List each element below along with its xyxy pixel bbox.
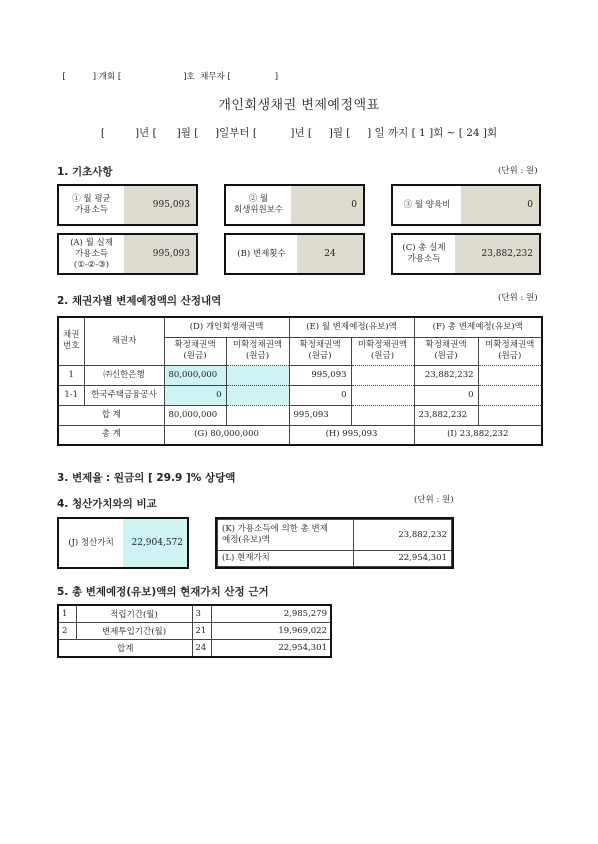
box-child-support	[391, 184, 541, 226]
pv-row-value: 2,985,279	[211, 605, 331, 623]
pv-row-value: 19,969,022	[211, 623, 331, 640]
period-line: [ ]년 [ ]월 [ ]일부터 [ ]년 [ ]월 [ ] 일 까지 [ 1 ]회 ~ [ 24 ]회	[100, 127, 498, 139]
sub-header-e-unconfirmed: 미확정채권액 (원금)	[351, 337, 414, 365]
row-no: 1	[58, 365, 84, 385]
total-H: (H) 995,093	[289, 425, 414, 445]
sum-f: 23,882,232	[414, 405, 478, 425]
box-trustee-fee	[224, 184, 365, 226]
row-d-unconfirmed	[226, 385, 289, 405]
table-row	[58, 365, 542, 385]
row-d-unconfirmed	[226, 365, 289, 385]
col-header-D: (D) 개인회생채권액	[164, 317, 289, 337]
sum-e: 995,093	[289, 405, 351, 425]
row-no: 1-1	[58, 385, 84, 405]
box-trustee-fee-label: ② 월 회생위원보수	[233, 194, 284, 215]
pv-row-n: 21	[192, 623, 211, 640]
row-f-confirmed: 0	[414, 385, 478, 405]
row-d-confirmed: 0	[164, 385, 226, 405]
L-value: 22,954,301	[354, 551, 452, 567]
sub-header-d-unconfirmed: 미확정채권액 (원금)	[226, 337, 289, 365]
table-row	[58, 623, 331, 640]
box-child-support-value: 0	[461, 186, 539, 224]
section1-heading: 1. 기초사항	[57, 166, 113, 178]
row-e-confirmed: 995,093	[289, 365, 351, 385]
sub-header-d-confirmed: 확정채권액 (원금)	[164, 337, 226, 365]
col-header-E: (E) 월 변제예정(유보)액	[289, 317, 414, 337]
pv-row-no: 2	[58, 623, 76, 640]
pv-total-label: 합계	[58, 640, 192, 658]
liquidation-value: 22,904,572	[123, 519, 187, 567]
sub-header-f-unconfirmed: 미확정채권액 (원금)	[478, 337, 542, 365]
pv-row-label: 적립기간(월)	[76, 605, 192, 623]
section2-unit: (단위 : 원)	[498, 293, 538, 303]
L-label: (L) 현재가치	[218, 551, 354, 567]
pv-row-no: 1	[58, 605, 76, 623]
box-payment-count	[224, 233, 365, 275]
case-end-text: ]	[274, 72, 279, 82]
box-liquidation-value	[57, 517, 189, 569]
sum-d: 80,000,000	[164, 405, 226, 425]
liquidation-label: (J) 청산가치	[68, 537, 114, 548]
box-total-income-value: 23,882,232	[455, 235, 539, 273]
K-label: (K) 가용소득에 의한 총 변제 예정(유보)액	[218, 520, 354, 551]
pv-row-n: 3	[192, 605, 211, 623]
total-G: (G) 80,000,000	[164, 425, 289, 445]
section4-heading: 4. 청산가치와의 비교	[57, 498, 157, 510]
box-total-income	[391, 233, 541, 275]
box-payment-count-value: 24	[297, 235, 363, 273]
pv-row-label: 변제투입기간(월)	[76, 623, 192, 640]
row-f-unconfirmed	[478, 385, 542, 405]
total-label: 총 계	[58, 425, 164, 445]
table-row	[58, 605, 331, 623]
table-row	[58, 385, 542, 405]
row-d-confirmed: 80,000,000	[164, 365, 226, 385]
present-value-table	[57, 604, 332, 658]
sub-header-e-confirmed: 확정채권액 (원금)	[289, 337, 351, 365]
pv-total-value: 22,954,301	[211, 640, 331, 658]
box-monthly-income-label: ① 월 평균 가용소득	[72, 194, 111, 215]
case-number-text: ]호 채무자 [	[183, 72, 231, 82]
box-trustee-fee-value: 0	[291, 186, 363, 224]
box-child-support-label: ③ 월 양육비	[403, 199, 451, 210]
section1-unit: (단위 : 원)	[498, 166, 538, 176]
col-header-F: (F) 총 변제예정(유보)액	[414, 317, 542, 337]
row-e-confirmed: 0	[289, 385, 351, 405]
row-f-confirmed: 23,882,232	[414, 365, 478, 385]
row-f-unconfirmed	[478, 365, 542, 385]
section4-unit: (단위 : 원)	[414, 495, 454, 505]
sum-label: 합 계	[58, 405, 164, 425]
section5-heading: 5. 총 변제예정(유보)액의 현재가치 산정 근거	[57, 586, 269, 598]
box-monthly-income-value: 995,093	[124, 186, 196, 224]
comparison-box	[215, 517, 454, 569]
section2-heading: 2. 채권자별 변제예정액의 산정내역	[57, 295, 222, 307]
K-value: 23,882,232	[354, 520, 452, 551]
row-creditor: ㈜신한은행	[84, 365, 164, 385]
row-creditor: 한국주택금융공사	[84, 385, 164, 405]
document-title: 개인회생채권 변제예정액표	[218, 98, 380, 113]
section3-heading: 3. 변제율 : 원금의 [ 29.9 ]% 상당액	[57, 472, 236, 484]
pv-total-n: 24	[192, 640, 211, 658]
sum-row	[58, 405, 542, 425]
box-payment-count-label: (B) 변제횟수	[237, 248, 286, 259]
box-monthly-income	[57, 184, 198, 226]
col-header-creditor: 채권자	[84, 317, 164, 365]
box-actual-income-value: 995,093	[124, 235, 196, 273]
total-I: (I) 23,882,232	[414, 425, 542, 445]
row-e-unconfirmed	[351, 365, 414, 385]
box-actual-income	[57, 233, 198, 275]
creditor-table	[57, 316, 543, 446]
row-e-unconfirmed	[351, 385, 414, 405]
total-row	[58, 425, 542, 445]
box-total-income-label: (C) 총 실제 가용소득	[402, 243, 446, 264]
case-header	[57, 60, 278, 82]
case-open-text: [ ] 개회 [	[62, 72, 122, 82]
box-actual-income-label: (A) 월 실제 가용소득 (①-②-③)	[70, 237, 113, 270]
sub-header-f-confirmed: 확정채권액 (원금)	[414, 337, 478, 365]
pv-total-row	[58, 640, 331, 658]
col-header-no: 채권 번호	[58, 317, 84, 365]
